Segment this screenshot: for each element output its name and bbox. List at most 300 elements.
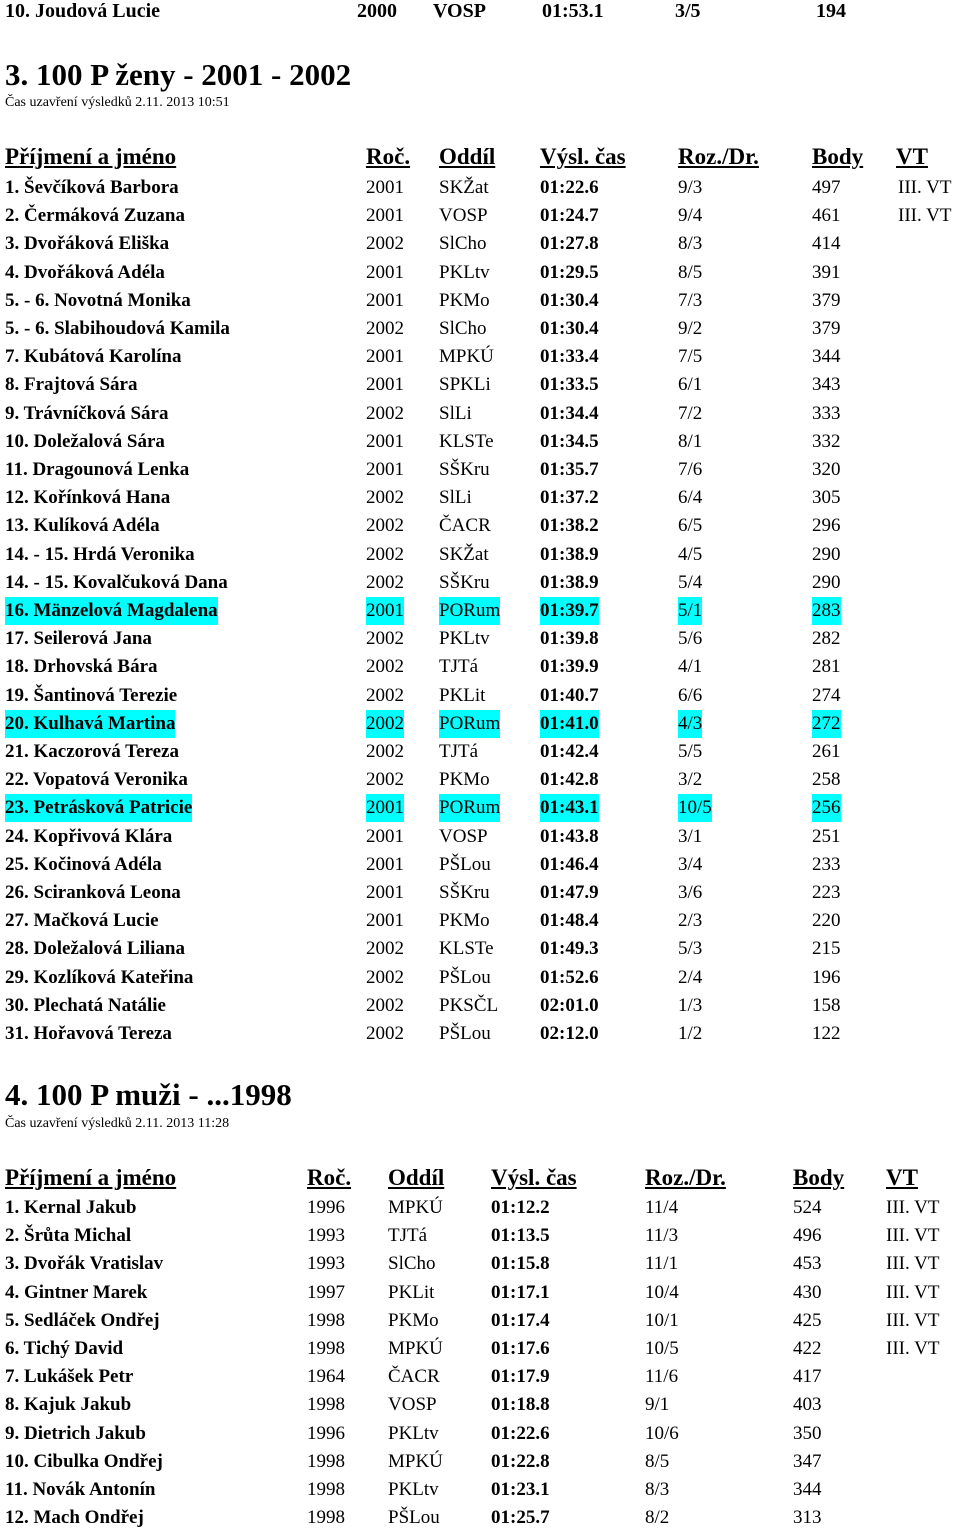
result-points: 320 xyxy=(812,459,841,480)
result-year: 2002 xyxy=(366,995,404,1016)
result-points: 461 xyxy=(812,205,841,226)
table-row xyxy=(0,428,960,456)
result-time: 01:34.4 xyxy=(540,403,599,424)
result-club: KLSTe xyxy=(439,938,494,959)
result-rd: 6/1 xyxy=(678,374,703,395)
result-year: 2002 xyxy=(366,967,404,988)
result-year: 2001 xyxy=(366,910,404,931)
result-name: 13. Kulíková Adéla xyxy=(5,515,160,536)
result-time: 01:39.8 xyxy=(540,628,599,649)
result-time: 01:43.1 xyxy=(540,794,599,822)
result-year: 2002 xyxy=(366,544,404,565)
result-name: 17. Seilerová Jana xyxy=(5,628,152,649)
result-time: 01:38.9 xyxy=(540,544,599,565)
result-rd: 6/6 xyxy=(678,685,703,706)
result-name: 12. Mach Ondřej xyxy=(5,1507,144,1528)
result-club: SlCho xyxy=(388,1253,436,1274)
result-rd: 7/3 xyxy=(678,290,703,311)
result-name: 6. Tichý David xyxy=(5,1338,124,1359)
result-name: 29. Kozlíková Kateřina xyxy=(5,967,194,988)
result-rd: 1/3 xyxy=(678,995,703,1016)
result-points: 223 xyxy=(812,882,841,903)
result-club: MPKÚ xyxy=(388,1338,443,1359)
result-time: 01:33.4 xyxy=(540,346,599,367)
result-year: 1998 xyxy=(307,1338,345,1359)
result-year: 2002 xyxy=(366,685,404,706)
result-points: 256 xyxy=(812,794,841,822)
result-vt: III. VT xyxy=(898,205,952,226)
table-row xyxy=(0,1222,960,1250)
result-name: 16. Mänzelová Magdalena xyxy=(5,597,218,625)
result-time: 01:17.9 xyxy=(491,1366,550,1387)
result-points: 251 xyxy=(812,826,841,847)
section-title: 4. 100 P muži - ...1998 xyxy=(5,1077,292,1112)
result-points: 347 xyxy=(793,1451,822,1472)
result-name: 5. - 6. Novotná Monika xyxy=(5,290,191,311)
table-row xyxy=(0,512,960,540)
result-time: 01:22.8 xyxy=(491,1451,550,1472)
result-year: 1997 xyxy=(307,1282,345,1303)
result-time: 01:24.7 xyxy=(540,205,599,226)
result-year: 2002 xyxy=(366,656,404,677)
table-row xyxy=(0,964,960,992)
result-points: 282 xyxy=(812,628,841,649)
result-rd: 8/3 xyxy=(678,233,703,254)
table-row xyxy=(0,1279,960,1307)
result-vt: III. VT xyxy=(886,1310,940,1331)
result-year: 2002 xyxy=(366,318,404,339)
table-row xyxy=(0,992,960,1020)
result-year: 1998 xyxy=(307,1310,345,1331)
table-row xyxy=(0,935,960,963)
table-row xyxy=(0,1391,960,1419)
result-name: 23. Petrásková Patricie xyxy=(5,794,192,822)
result-rd: 8/5 xyxy=(645,1451,670,1472)
result-name: 21. Kaczorová Tereza xyxy=(5,741,179,762)
result-points: 272 xyxy=(812,710,841,738)
result-club: VOSP xyxy=(433,0,486,22)
result-name: 5. Sedláček Ondřej xyxy=(5,1310,160,1331)
result-club: PKLit xyxy=(439,685,486,706)
result-points: 215 xyxy=(812,938,841,959)
result-year: 1996 xyxy=(307,1423,345,1444)
column-header-row xyxy=(0,1163,960,1193)
result-points: 283 xyxy=(812,597,841,625)
result-vt: III. VT xyxy=(886,1338,940,1359)
result-club: PORum xyxy=(439,794,500,822)
result-club: PŠLou xyxy=(439,1023,491,1044)
header-time: Výsl. čas xyxy=(540,144,626,169)
result-time: 01:39.9 xyxy=(540,656,599,677)
result-name: 1. Ševčíková Barbora xyxy=(5,177,179,198)
result-year: 1996 xyxy=(307,1197,345,1218)
header-points: Body xyxy=(793,1165,845,1190)
result-year: 2001 xyxy=(366,346,404,367)
result-club: VOSP xyxy=(439,205,488,226)
result-points: 391 xyxy=(812,262,841,283)
result-year: 1964 xyxy=(307,1366,345,1387)
table-row xyxy=(0,569,960,597)
result-time: 01:15.8 xyxy=(491,1253,550,1274)
result-points: 344 xyxy=(793,1479,822,1500)
result-time: 01:53.1 xyxy=(542,0,604,22)
result-club: SŠKru xyxy=(439,882,490,903)
result-rd: 5/1 xyxy=(678,597,702,625)
result-name: 3. Dvořák Vratislav xyxy=(5,1253,164,1274)
result-year: 1998 xyxy=(307,1394,345,1415)
result-time: 01:46.4 xyxy=(540,854,599,875)
result-name: 2. Čermáková Zuzana xyxy=(5,205,185,226)
result-rd: 10/5 xyxy=(678,794,712,822)
result-year: 1998 xyxy=(307,1507,345,1528)
result-time: 01:22.6 xyxy=(491,1423,550,1444)
header-rd: Roz./Dr. xyxy=(678,144,759,169)
header-vt: VT xyxy=(886,1165,918,1190)
result-time: 01:29.5 xyxy=(540,262,599,283)
result-club: TJTá xyxy=(388,1225,428,1246)
result-name: 4. Gintner Marek xyxy=(5,1282,148,1303)
result-club: VOSP xyxy=(439,826,488,847)
result-year: 2002 xyxy=(366,233,404,254)
table-row xyxy=(0,343,960,371)
result-rd: 11/1 xyxy=(645,1253,679,1274)
result-rd: 9/1 xyxy=(645,1394,670,1415)
result-rd: 4/3 xyxy=(678,710,702,738)
result-rd: 11/6 xyxy=(645,1366,679,1387)
result-rd: 7/2 xyxy=(678,403,703,424)
result-rd: 3/4 xyxy=(678,854,703,875)
result-points: 379 xyxy=(812,290,841,311)
result-time: 01:34.5 xyxy=(540,431,599,452)
result-points: 261 xyxy=(812,741,841,762)
result-club: SKŽat xyxy=(439,177,489,198)
table-row xyxy=(0,1504,960,1532)
result-points: 194 xyxy=(816,0,846,22)
result-time: 02:01.0 xyxy=(540,995,599,1016)
result-points: 425 xyxy=(793,1310,822,1331)
result-name: 9. Dietrich Jakub xyxy=(5,1423,146,1444)
result-points: 281 xyxy=(812,656,841,677)
result-points: 290 xyxy=(812,572,841,593)
result-points: 343 xyxy=(812,374,841,395)
results-closing-time: Čas uzavření výsledků 2.11. 2013 10:51 xyxy=(5,95,230,110)
table-row xyxy=(0,456,960,484)
result-club: SPKLi xyxy=(439,374,491,395)
table-row xyxy=(0,400,960,428)
result-rd: 5/4 xyxy=(678,572,703,593)
result-club: PKMo xyxy=(439,769,490,790)
table-row xyxy=(0,823,960,851)
result-year: 2002 xyxy=(366,769,404,790)
table-row xyxy=(0,851,960,879)
result-name: 18. Drhovská Bára xyxy=(5,656,158,677)
result-club: SlCho xyxy=(439,233,487,254)
result-club: SŠKru xyxy=(439,459,490,480)
result-rd: 8/5 xyxy=(678,262,703,283)
result-year: 2001 xyxy=(366,882,404,903)
result-name: 1. Kernal Jakub xyxy=(5,1197,137,1218)
result-points: 422 xyxy=(793,1338,822,1359)
table-row xyxy=(0,315,960,343)
result-time: 01:33.5 xyxy=(540,374,599,395)
section-title: 3. 100 P ženy - 2001 - 2002 xyxy=(5,57,352,92)
result-rd: 8/2 xyxy=(645,1507,670,1528)
result-rd: 8/3 xyxy=(645,1479,670,1500)
result-time: 01:13.5 xyxy=(491,1225,550,1246)
result-points: 158 xyxy=(812,995,841,1016)
result-rd: 2/3 xyxy=(678,910,703,931)
result-club: PKMo xyxy=(439,910,490,931)
result-name: 8. Kajuk Jakub xyxy=(5,1394,132,1415)
result-points: 524 xyxy=(793,1197,822,1218)
result-name: 22. Vopatová Veronika xyxy=(5,769,188,790)
header-club: Oddíl xyxy=(388,1165,445,1190)
result-points: 403 xyxy=(793,1394,822,1415)
result-name: 3. Dvořáková Eliška xyxy=(5,233,170,254)
result-time: 01:23.1 xyxy=(491,1479,550,1500)
result-points: 344 xyxy=(812,346,841,367)
result-name: 19. Šantinová Terezie xyxy=(5,685,178,706)
result-rd: 3/1 xyxy=(678,826,703,847)
result-name: 5. - 6. Slabihoudová Kamila xyxy=(5,318,230,339)
table-row xyxy=(0,259,960,287)
table-row xyxy=(0,287,960,315)
column-header-row xyxy=(0,142,960,172)
result-points: 313 xyxy=(793,1507,822,1528)
result-points: 332 xyxy=(812,431,841,452)
result-year: 2002 xyxy=(366,1023,404,1044)
result-name: 27. Mačková Lucie xyxy=(5,910,159,931)
table-row xyxy=(0,230,960,258)
table-row xyxy=(0,907,960,935)
result-points: 350 xyxy=(793,1423,822,1444)
result-points: 233 xyxy=(812,854,841,875)
result-rd: 9/2 xyxy=(678,318,703,339)
result-rd: 4/5 xyxy=(678,544,703,565)
result-vt: III. VT xyxy=(886,1282,940,1303)
result-year: 1993 xyxy=(307,1253,345,1274)
result-rd: 4/1 xyxy=(678,656,703,677)
result-year: 2001 xyxy=(366,794,404,822)
result-club: PORum xyxy=(439,597,500,625)
result-rd: 5/6 xyxy=(678,628,703,649)
table-row xyxy=(0,1420,960,1448)
result-vt: III. VT xyxy=(898,177,952,198)
result-year: 1998 xyxy=(307,1451,345,1472)
header-rd: Roz./Dr. xyxy=(645,1165,726,1190)
header-vt: VT xyxy=(896,144,928,169)
result-year: 1993 xyxy=(307,1225,345,1246)
result-name: 7. Lukášek Petr xyxy=(5,1366,134,1387)
result-points: 430 xyxy=(793,1282,822,1303)
result-time: 01:35.7 xyxy=(540,459,599,480)
result-points: 122 xyxy=(812,1023,841,1044)
result-year: 2002 xyxy=(366,628,404,649)
result-vt: III. VT xyxy=(886,1197,940,1218)
result-club: MPKÚ xyxy=(439,346,494,367)
result-club: PKLit xyxy=(388,1282,435,1303)
result-time: 01:48.4 xyxy=(540,910,599,931)
table-row xyxy=(0,794,960,822)
header-year: Roč. xyxy=(366,144,411,169)
result-time: 01:52.6 xyxy=(540,967,599,988)
result-name: 30. Plechatá Natálie xyxy=(5,995,166,1016)
result-name: 14. - 15. Kovalčuková Dana xyxy=(5,572,228,593)
table-row xyxy=(0,625,960,653)
table-row xyxy=(0,597,960,625)
table-row xyxy=(0,1307,960,1335)
result-club: PŠLou xyxy=(439,967,491,988)
result-name: 20. Kulhavá Martina xyxy=(5,710,175,738)
result-rd: 3/5 xyxy=(675,0,701,22)
result-club: PŠLou xyxy=(388,1507,440,1528)
result-year: 2002 xyxy=(366,515,404,536)
result-club: PKLtv xyxy=(439,628,490,649)
table-row xyxy=(0,541,960,569)
result-name: 10. Doležalová Sára xyxy=(5,431,165,452)
result-time: 01:30.4 xyxy=(540,318,599,339)
result-time: 01:38.2 xyxy=(540,515,599,536)
result-club: SKŽat xyxy=(439,544,489,565)
result-year: 2002 xyxy=(366,403,404,424)
result-rd: 11/3 xyxy=(645,1225,679,1246)
result-club: PŠLou xyxy=(439,854,491,875)
result-time: 01:49.3 xyxy=(540,938,599,959)
result-year: 2001 xyxy=(366,459,404,480)
table-row xyxy=(0,1194,960,1222)
result-rd: 8/1 xyxy=(678,431,703,452)
result-year: 2001 xyxy=(366,177,404,198)
previous-result-row xyxy=(0,0,960,24)
result-vt: III. VT xyxy=(886,1253,940,1274)
result-points: 414 xyxy=(812,233,841,254)
result-time: 01:25.7 xyxy=(491,1507,550,1528)
result-club: PKLtv xyxy=(388,1423,439,1444)
result-rd: 11/4 xyxy=(645,1197,679,1218)
result-year: 2001 xyxy=(366,431,404,452)
result-name: 25. Kočinová Adéla xyxy=(5,854,162,875)
result-year: 2001 xyxy=(366,205,404,226)
result-time: 01:17.6 xyxy=(491,1338,550,1359)
result-year: 2001 xyxy=(366,826,404,847)
result-rd: 10/1 xyxy=(645,1310,679,1331)
result-points: 296 xyxy=(812,515,841,536)
result-time: 01:47.9 xyxy=(540,882,599,903)
result-rd: 7/6 xyxy=(678,459,703,480)
result-name: 8. Frajtová Sára xyxy=(5,374,138,395)
result-name: 9. Trávníčková Sára xyxy=(5,403,169,424)
result-points: 417 xyxy=(793,1366,822,1387)
result-club: PKLtv xyxy=(388,1479,439,1500)
result-club: PKLtv xyxy=(439,262,490,283)
result-name: 24. Kopřivová Klára xyxy=(5,826,173,847)
result-year: 2001 xyxy=(366,374,404,395)
result-club: ČACR xyxy=(388,1366,440,1387)
result-points: 333 xyxy=(812,403,841,424)
table-row xyxy=(0,1335,960,1363)
result-rd: 1/2 xyxy=(678,1023,703,1044)
result-points: 196 xyxy=(812,967,841,988)
result-year: 2002 xyxy=(366,938,404,959)
result-club: PKMo xyxy=(388,1310,439,1331)
result-time: 01:42.8 xyxy=(540,769,599,790)
result-time: 01:42.4 xyxy=(540,741,599,762)
table-row xyxy=(0,766,960,794)
result-club: PKMo xyxy=(439,290,490,311)
result-year: 2002 xyxy=(366,572,404,593)
header-name: Příjmení a jméno xyxy=(5,1165,177,1190)
result-points: 220 xyxy=(812,910,841,931)
result-time: 01:27.8 xyxy=(540,233,599,254)
result-points: 497 xyxy=(812,177,841,198)
result-name: 2. Šrůta Michal xyxy=(5,1225,132,1246)
result-club: MPKÚ xyxy=(388,1197,443,1218)
result-club: PKSČL xyxy=(439,995,499,1016)
result-club: SlLi xyxy=(439,487,472,508)
table-row xyxy=(0,1363,960,1391)
result-name: 10. Joudová Lucie xyxy=(5,0,161,22)
table-row xyxy=(0,1476,960,1504)
result-time: 01:18.8 xyxy=(491,1394,550,1415)
result-name: 26. Sciranková Leona xyxy=(5,882,181,903)
table-row xyxy=(0,710,960,738)
result-name: 10. Cibulka Ondřej xyxy=(5,1451,163,1472)
result-rd: 9/4 xyxy=(678,205,703,226)
result-club: PORum xyxy=(439,710,500,738)
result-points: 496 xyxy=(793,1225,822,1246)
result-year: 2000 xyxy=(357,0,397,22)
result-year: 2001 xyxy=(366,854,404,875)
table-row xyxy=(0,1020,960,1048)
result-club: MPKÚ xyxy=(388,1451,443,1472)
result-rd: 6/5 xyxy=(678,515,703,536)
result-year: 2002 xyxy=(366,710,404,738)
result-rd: 9/3 xyxy=(678,177,703,198)
result-name: 12. Kořínková Hana xyxy=(5,487,171,508)
result-rd: 10/4 xyxy=(645,1282,679,1303)
header-year: Roč. xyxy=(307,1165,352,1190)
result-time: 01:43.8 xyxy=(540,826,599,847)
table-row xyxy=(0,484,960,512)
result-year: 2001 xyxy=(366,290,404,311)
result-name: 4. Dvořáková Adéla xyxy=(5,262,165,283)
results-closing-time: Čas uzavření výsledků 2.11. 2013 11:28 xyxy=(5,1116,230,1131)
result-year: 2002 xyxy=(366,741,404,762)
table-row xyxy=(0,653,960,681)
result-time: 01:17.4 xyxy=(491,1310,550,1331)
result-points: 274 xyxy=(812,685,841,706)
result-points: 258 xyxy=(812,769,841,790)
result-year: 1998 xyxy=(307,1479,345,1500)
table-row xyxy=(0,879,960,907)
result-rd: 3/6 xyxy=(678,882,703,903)
table-row xyxy=(0,682,960,710)
result-name: 7. Kubátová Karolína xyxy=(5,346,182,367)
result-name: 28. Doležalová Liliana xyxy=(5,938,185,959)
result-club: TJTá xyxy=(439,741,479,762)
table-row xyxy=(0,371,960,399)
header-name: Příjmení a jméno xyxy=(5,144,177,169)
result-points: 305 xyxy=(812,487,841,508)
result-rd: 5/5 xyxy=(678,741,703,762)
result-time: 01:37.2 xyxy=(540,487,599,508)
result-time: 01:40.7 xyxy=(540,685,599,706)
header-club: Oddíl xyxy=(439,144,496,169)
result-rd: 6/4 xyxy=(678,487,703,508)
result-name: 11. Novák Antonín xyxy=(5,1479,156,1500)
result-time: 01:41.0 xyxy=(540,710,599,738)
result-year: 2001 xyxy=(366,262,404,283)
